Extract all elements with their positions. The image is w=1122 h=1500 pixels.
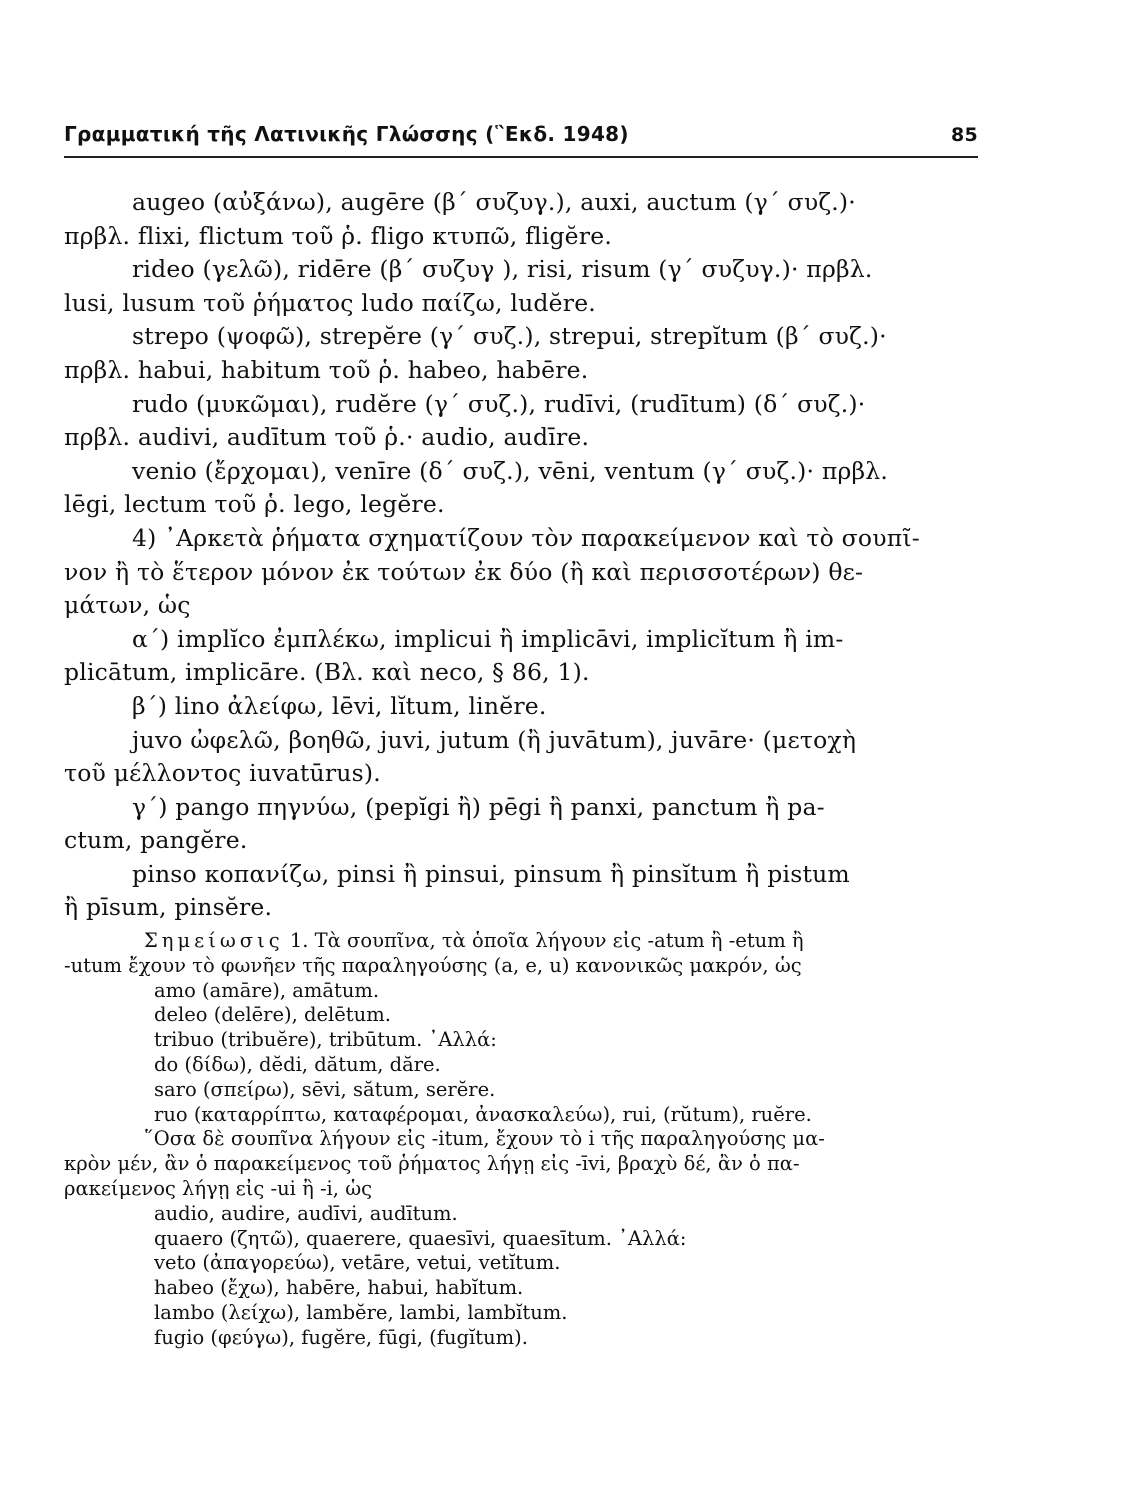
note-line: ρακείμενος λήγῃ εἰς -ui ἢ -i, ὡς	[64, 1177, 373, 1201]
text-line: τοῦ μέλλοντος iuvatūrus).	[64, 759, 381, 788]
note-line: -utum ἔχουν τὸ φωνῆεν τῆς παραληγούσης (a, e, u) κανονικῶς μακρόν, ὡς	[64, 953, 802, 977]
note-line: veto (ἀπαγορεύω), vetāre, vetui, vetĭtum.	[154, 1251, 561, 1275]
text-line: ctum, pangĕre.	[64, 826, 248, 855]
note-line: audio, audire, audīvi, audītum.	[154, 1201, 458, 1225]
note-line	[64, 929, 978, 954]
running-header	[64, 122, 978, 158]
text-line: πρβλ. audivi, audītum τοῦ ῥ.· audio, audīre.	[64, 423, 590, 452]
note-block	[64, 929, 978, 1351]
text-line: β΄) lino ἀλείφω, lēvi, lĭtum, linĕre.	[132, 691, 547, 720]
text-line: plicātum, implicāre. (Βλ. καὶ neco, § 86, 1).	[64, 658, 590, 687]
main-text	[64, 186, 978, 1351]
text-line: πρβλ. flixi, flictum τοῦ ῥ. fligo κτυπῶ, fligĕre.	[64, 221, 613, 250]
text-line: venio (ἔρχομαι), venīre (δ΄ συζ.), vēni, ventum (γ΄ συζ.)· πρβλ.	[132, 456, 889, 485]
text-line: lusi, lusum τοῦ ῥήματος ludo παίζω, ludĕre.	[64, 288, 596, 317]
text-line: lēgi, lectum τοῦ ῥ. lego, legĕre.	[64, 490, 445, 519]
page-number: 85	[950, 124, 978, 146]
text-line: rideo (γελῶ), ridēre (β΄ συζυγ ), risi, risum (γ΄ συζυγ.)· πρβλ.	[132, 255, 873, 284]
note-line: saro (σπείρω), sēvi, sătum, serĕre.	[154, 1077, 496, 1101]
note-line: lambo (λείχω), lambĕre, lambi, lambĭtum.	[154, 1301, 568, 1325]
text-line: augeo (αὐξάνω), augēre (β΄ συζυγ.), auxi, auctum (γ΄ συζ.)·	[132, 188, 856, 216]
note-line: amo (amāre), amātum.	[154, 978, 380, 1002]
text-line: γ΄) pango πηγνύω, (pepĭgi ἢ) pēgi ἢ panxi, panctum ἢ pa-	[132, 792, 825, 821]
note-line: habeo (ἔχω), habēre, habui, habĭtum.	[154, 1276, 524, 1300]
header-title: Γραμματική τῆς Λατινικῆς Γλώσσης (῝Εκδ. 1948)	[64, 122, 629, 146]
note-line: tribuo (tribuĕre), tribūtum. ᾿Αλλά:	[154, 1028, 497, 1052]
text-line: rudo (μυκῶμαι), rudĕre (γ΄ συζ.), rudīvi, (rudītum) (δ΄ συζ.)·	[132, 389, 866, 418]
note-line: quaero (ζητῶ), quaerere, quaesīvi, quaesītum. ᾿Αλλά:	[154, 1226, 687, 1250]
note-line: deleo (delēre), delētum.	[154, 1003, 391, 1027]
text-line: strepo (ψοφῶ), strepĕre (γ΄ συζ.), strepui, strepĭtum (β΄ συζ.)·	[132, 322, 887, 351]
note-line: κρὸν μέν, ἂν ὁ παρακείμενος τοῦ ῥήματος λήγῃ εἰς -īvi, βραχὺ δέ, ἂν ὁ πα-	[64, 1152, 800, 1176]
note-line: fugio (φεύγω), fugĕre, fūgi, (fugĭtum).	[154, 1325, 528, 1349]
text-line: νον ἢ τὸ ἕτερον μόνον ἐκ τούτων ἐκ δύο (ἢ καὶ περισσοτέρων) θε-	[64, 557, 864, 586]
note-line: do (δίδω), dĕdi, dătum, dăre.	[154, 1053, 441, 1077]
text-line: pinso κοπανίζω, pinsi ἢ pinsui, pinsum ἢ pinsĭtum ἢ pistum	[132, 859, 850, 888]
text-line: juvo ὠφελῶ, βοηθῶ, juvi, jutum (ἢ juvātum), juvāre· (μετοχὴ	[132, 725, 857, 754]
note-text: 1. Τὰ σουπῖνα, τὰ ὁποῖα λήγουν εἰς -atum ἢ -etum ἢ	[289, 929, 804, 953]
text-line: 4) ᾿Αρκετὰ ῥήματα σχηματίζουν τὸν παρακείμενον καὶ τὸ σουπῖ-	[132, 523, 920, 552]
text-line: πρβλ. habui, habitum τοῦ ῥ. habeo, habēre.	[64, 355, 589, 384]
text-line: μάτων, ὡς	[64, 591, 191, 620]
text-line: α΄) implĭco ἐμπλέκω, implicui ἢ implicāvi, implicĭtum ἢ im-	[132, 624, 844, 653]
note-line: ruo (καταρρίπτω, καταφέρομαι, ἀνασκαλεύω), rui, (rŭtum), ruĕre.	[154, 1102, 812, 1126]
note-label: Σημείωσις	[144, 929, 284, 953]
note-line: ῞Οσα δὲ σουπῖνα λήγουν εἰς -itum, ἔχουν τὸ i τῆς παραληγούσης μα-	[144, 1127, 825, 1151]
text-line: ἢ pīsum, pinsĕre.	[64, 893, 273, 922]
